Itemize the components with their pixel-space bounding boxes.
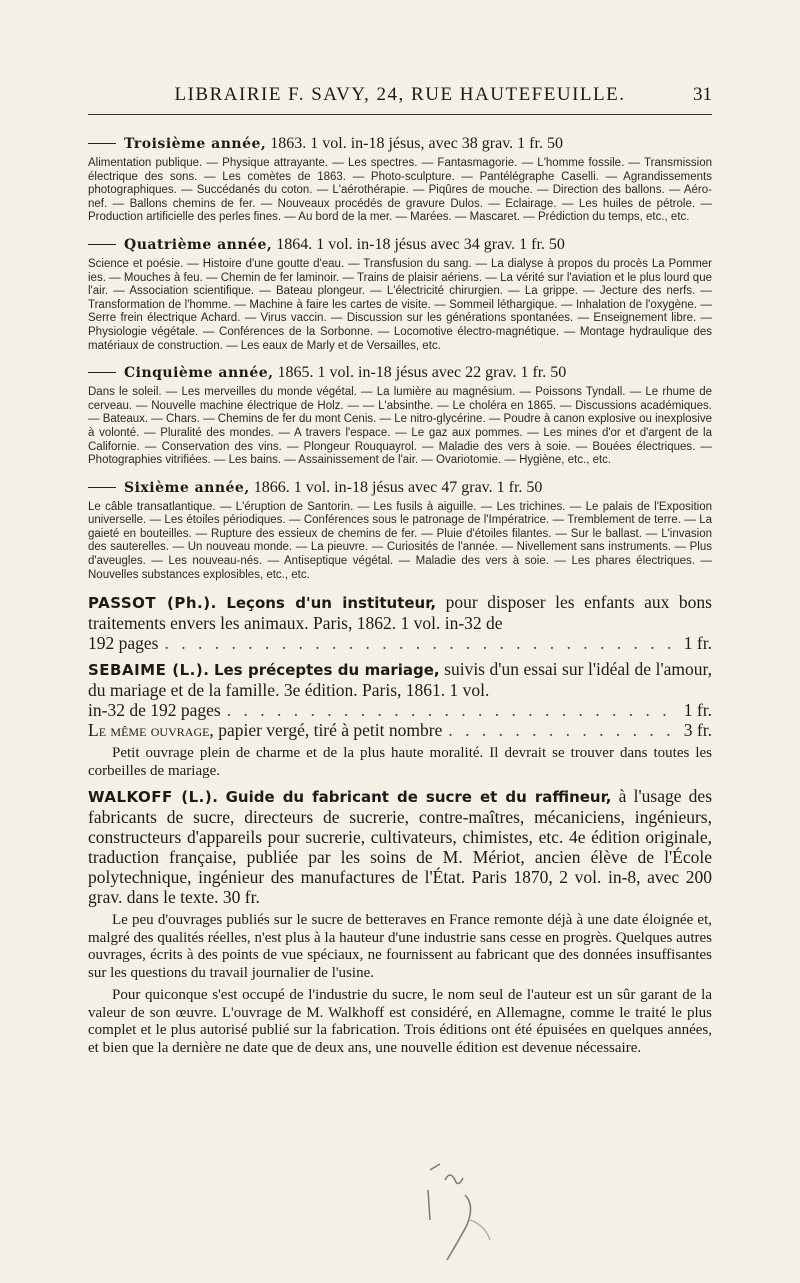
variant-price-line — [88, 720, 712, 740]
year-name: Sixième année, — [124, 479, 250, 496]
price: 1 fr. — [683, 700, 712, 721]
book-title: Leçons d'un instituteur, — [226, 594, 437, 613]
leader-dots — [164, 633, 677, 653]
ink-mark — [370, 1150, 530, 1270]
book-entry-walkoff — [88, 786, 712, 1057]
book-note: Pour quiconque s'est occupé de l'industrie du sucre, le nom seul de l'auteur est un sûr garant de la valeur de son œuvre. L'ouvrage de M. Walkhoff est considéré, en Allemagne, comme le traité le plus complet et le plus autorisé publié sur la fabrication. Trois éditions ont été épuisées en quelques années, et bien que la dernière ne date que de deux ans, une nouvelle édition est devenue nécessaire. — [88, 987, 712, 1056]
variant-details: papier vergé, tiré à petit nombre — [213, 720, 443, 741]
year-contents: Alimentation publique. — Physique attrayante. — Les spectres. — Fantasmagorie. — L'homme fossile. — Transmission électrique des sons. — Les comètes de 1863. — Photo-sculpture. — Pantélégraphe Caselli. — Agrandissements photographiques. — Succédanés du coton. — L'aérothérapie. — Piqûres de mouche. — Direction des ballons. — Aéro-nef. — Ballons chemins de fer. — Nouveaux procédés de gravure Dulos. — Eclairage. — Les huiles de pétrole. — Production artificielle des perles fines. — Au bord de la mer. — Marées. — Mascaret. — Prédiction du temps, etc., etc. — [88, 157, 712, 224]
year-entry — [88, 478, 712, 583]
year-contents: Science et poésie. — Histoire d'une goutte d'eau. — Transfusion du sang. — La dialyse à propos du procès La Pommer ies. — Mouches à feu. — Chemin de fer laminoir. — Trains de plaisir aériens. — La vérité sur l'aviation et le plus lourd que l'air. — Association scientifique. — Bateau plongeur. — L'électricité chirurgien. — La grippe. — Jecture des nerfs. — Transformation de l'homme. — Machine à faire les cartes de visite. — Sommeil léthargique. — Inhalation de l'oxygène. — Serre frein électrique Achard. — Virus vaccin. — Discussion sur les générations spontanées. — Enseignement libre. — Physiologie végétale. — Conférences de la Sorbonne. — Locomotive électro-magnétique. — Montage hydraulique des matériaux de construction. — Les eaux de Marly et de Versailles, etc. — [88, 257, 712, 352]
author-name: SEBAIME (L.). — [88, 661, 210, 680]
year-entry — [88, 134, 712, 225]
year-details: 1865. 1 vol. in-18 jésus avec 22 grav. 1 fr. 50 — [273, 364, 567, 382]
year-name: Cinquième année, — [124, 365, 274, 382]
year-contents: Le câble transatlantique. — L'éruption de Santorin. — Les fusils à aiguille. — Les trichines. — Le palais de l'Exposition universelle. — Les étoiles périodiques. — Conférences sous le patronage de l'Impératrice. — Tremblement de terre. — La gaieté en bouteilles. — Rupture des essieux de chemins de fer. — Pluie d'étoiles filantes. — Sur le ballast. — L'invasion des sauterelles. — Un nouveau monde. — La pieuvre. — Curiosités de l'année. — Nivellement sans instruments. — Plus d'aveugles. — Les nouveau-nés. — Antiseptique végétal. — Maladie des vers à soie. — Les phares électriques. — Nouvelles substances explosibles, etc., etc. — [88, 500, 712, 581]
book-title: Les préceptes du mariage, — [213, 661, 440, 680]
leader-dots — [227, 700, 678, 720]
year-name: Troisième année, — [124, 136, 267, 152]
author-name: WALKOFF (L.). — [88, 788, 219, 807]
page-number: 31 — [693, 84, 712, 105]
dash-rule — [88, 372, 116, 373]
variant-text — [88, 720, 442, 740]
year-details: 1863. 1 vol. in-18 jésus, avec 38 grav. 1 fr. 50 — [266, 135, 563, 152]
year-contents: Dans le soleil. — Les merveilles du monde végétal. — La lumière au magnésium. — Poissons Tyndall. — Le rhume de cerveau. — Nouvelle machine électrique de Holz. — — L'absinthe. — Le choléra en 1865. — Discussions académiques. — Bateaux. — Chars. — Chemins de fer du mont Cenis. — Le nitro-glycérine. — Poudre à canon explosive ou inexplosive à volonté. — Pluralité des mondes. — A travers l'espace. — Le gaz aux pommes. — Les mines d'or et d'argent de la Californie. — Conservation des vins. — Plongeur Rouquayrol. — Maladie des vers à soie. — Bouées électriques. — Photographies vitrifiées. — Les bains. — Assainissement de l'air. — Ovariotomie. — Hygiène, etc., etc. — [88, 386, 712, 467]
book-description: suivis d'un essai sur l'idéal de l'amour, du mariage et de la famille. 3e édition. Paris, 1861. 1 vol. — [88, 659, 713, 701]
year-heading — [88, 478, 712, 498]
price: 1 fr. — [683, 633, 712, 654]
year-details: 1866. 1 vol. in-18 jésus avec 47 grav. 1 fr. 50 — [249, 478, 543, 496]
year-details: 1864. 1 vol. in-18 jésus avec 34 grav. 1 fr. 50 — [272, 235, 565, 253]
dash-rule — [88, 244, 116, 245]
variant-price: 3 fr. — [683, 720, 712, 741]
variant-label: Le même ouvrage, — [88, 720, 214, 741]
year-heading — [88, 134, 712, 154]
catalog-content — [88, 128, 712, 1057]
leader-dots — [448, 720, 677, 740]
year-heading — [88, 363, 712, 383]
year-entry — [88, 363, 712, 468]
dash-rule — [88, 143, 116, 144]
dash-rule — [88, 487, 116, 488]
price-line — [88, 700, 712, 720]
book-description: pour disposer les enfants aux bons traitements envers les animaux. Paris, 1862. 1 vol. in-32 de — [88, 592, 712, 634]
running-header — [88, 84, 712, 110]
book-title: Guide du fabricant de sucre et du raffineur, — [225, 788, 612, 807]
page-count: in-32 de 192 pages — [88, 700, 221, 721]
year-heading — [88, 235, 712, 255]
book-entry-passot — [88, 592, 712, 653]
book-note: Le peu d'ouvrages publiés sur le sucre de betteraves en France remonte déjà à une date éloignée et, malgré des qualités réelles, n'est plus à la hauteur d'une industrie sans cesse en progrès. Quelques autres ouvrages, écrits à des points de vue spéciaux, ne fournissent au fabricant que des données insuffisantes sur les questions du travail journalier de l'usine. — [88, 912, 712, 981]
book-description: à l'usage des fabricants de sucre, directeurs de sucrerie, contre-maîtres, mécaniciens, ingénieurs, constructeurs d'appareils pour sucrerie, cultivateurs, chimistes, etc. 4e édition originale, traduction française, publiée par les soins de M. Mériot, ancien élève de l'École polytechnique, ingénieur des manufactures de l'État. Paris 1870, 2 vol. in-8, avec 200 grav. dans le texte. 30 fr. — [88, 786, 713, 908]
year-name: Quatrième année, — [124, 236, 273, 253]
price-line — [88, 633, 712, 653]
book-entry-sebaime — [88, 659, 712, 780]
header-rule — [88, 114, 712, 115]
page-count: 192 pages — [88, 633, 159, 654]
publisher-heading: LIBRAIRIE F. SAVY, 24, RUE HAUTEFEUILLE. — [174, 84, 626, 105]
book-note: Petit ouvrage plein de charme et de la plus haute moralité. Il devrait se trouver dans toutes les corbeilles de mariage. — [88, 745, 712, 779]
year-entry — [88, 235, 712, 353]
author-name: PASSOT (Ph.). — [88, 594, 217, 613]
